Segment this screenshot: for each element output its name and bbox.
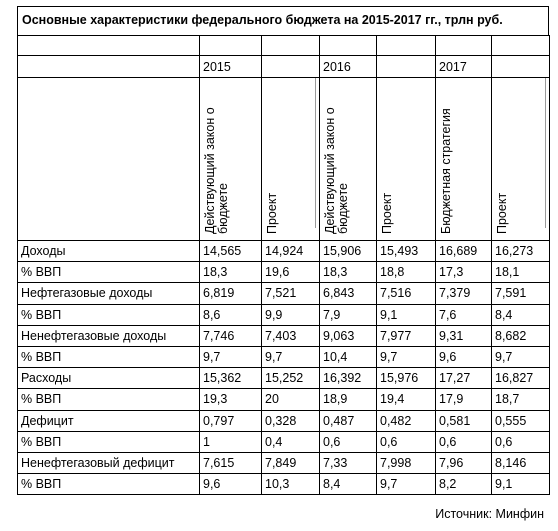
table-cell: 7,6 — [436, 304, 492, 325]
table-cell: 16,689 — [436, 241, 492, 262]
table-cell: 0,6 — [377, 431, 436, 452]
table-row — [18, 283, 550, 304]
table-cell: 7,96 — [436, 452, 492, 473]
row-label: Нефтегазовые доходы — [18, 283, 200, 304]
table-row — [18, 325, 550, 346]
table-cell: 17,27 — [436, 368, 492, 389]
blank-cell — [18, 36, 200, 56]
column-header — [436, 78, 492, 241]
row-label: % ВВП — [18, 431, 200, 452]
blank-cell — [492, 36, 550, 56]
year-spacer-cell — [492, 56, 550, 78]
table-cell: 19,4 — [377, 389, 436, 410]
blank-row — [18, 36, 550, 56]
table-cell: 7,403 — [262, 325, 320, 346]
table-row — [18, 346, 550, 367]
table-cell: 0,487 — [320, 410, 377, 431]
table-cell: 0,555 — [492, 410, 550, 431]
year-cell-2016: 2016 — [320, 56, 377, 78]
table-cell: 8,6 — [200, 304, 262, 325]
table-cell: 7,998 — [377, 452, 436, 473]
table-cell: 8,4 — [492, 304, 550, 325]
table-cell: 7,521 — [262, 283, 320, 304]
table-cell: 9,7 — [377, 474, 436, 495]
table-row — [18, 304, 550, 325]
table-cell: 9,7 — [200, 346, 262, 367]
table-cell: 9,1 — [492, 474, 550, 495]
table-cell: 14,565 — [200, 241, 262, 262]
table-cell: 0,6 — [436, 431, 492, 452]
table-cell: 0,328 — [262, 410, 320, 431]
blank-cell — [436, 36, 492, 56]
year-spacer-cell — [262, 56, 320, 78]
table-cell: 7,516 — [377, 283, 436, 304]
row-label: Расходы — [18, 368, 200, 389]
table-cell: 7,9 — [320, 304, 377, 325]
table-cell: 10,4 — [320, 346, 377, 367]
row-label: Ненефтегазовые доходы — [18, 325, 200, 346]
table-cell: 15,252 — [262, 368, 320, 389]
table-cell: 7,591 — [492, 283, 550, 304]
table-cell: 9,7 — [377, 346, 436, 367]
table-cell: 18,9 — [320, 389, 377, 410]
table-cell: 8,146 — [492, 452, 550, 473]
column-header — [492, 78, 550, 241]
table-cell: 16,273 — [492, 241, 550, 262]
table-cell: 16,392 — [320, 368, 377, 389]
row-label: % ВВП — [18, 304, 200, 325]
column-header — [377, 78, 436, 241]
table-row — [18, 241, 550, 262]
column-header-row — [18, 78, 550, 241]
table-cell: 9,063 — [320, 325, 377, 346]
row-label: % ВВП — [18, 474, 200, 495]
row-label: % ВВП — [18, 389, 200, 410]
table-cell: 0,581 — [436, 410, 492, 431]
table-cell: 0,6 — [320, 431, 377, 452]
column-header — [262, 78, 320, 241]
column-header — [200, 78, 262, 241]
divider — [315, 78, 316, 228]
table-cell: 9,31 — [436, 325, 492, 346]
table-cell: 18,3 — [200, 262, 262, 283]
table-cell: 0,482 — [377, 410, 436, 431]
column-header — [320, 78, 377, 241]
column-header-text: Действующий закон о бюджете — [203, 107, 230, 234]
table-cell: 7,33 — [320, 452, 377, 473]
table-cell: 9,7 — [262, 346, 320, 367]
divider — [545, 78, 546, 228]
column-header-text: Проект — [265, 192, 279, 234]
blank-cell — [262, 36, 320, 56]
table-cell: 19,3 — [200, 389, 262, 410]
table-cell: 15,976 — [377, 368, 436, 389]
blank-cell — [200, 36, 262, 56]
table-cell: 9,7 — [492, 346, 550, 367]
table-cell: 10,3 — [262, 474, 320, 495]
table-cell: 20 — [262, 389, 320, 410]
table-cell: 19,6 — [262, 262, 320, 283]
table-cell: 9,6 — [200, 474, 262, 495]
table-cell: 8,4 — [320, 474, 377, 495]
table-cell: 0,6 — [492, 431, 550, 452]
budget-table — [17, 35, 550, 495]
year-label-cell — [18, 56, 200, 78]
table-cell: 6,819 — [200, 283, 262, 304]
table-cell: 18,3 — [320, 262, 377, 283]
table-cell: 1 — [200, 431, 262, 452]
table-cell: 7,849 — [262, 452, 320, 473]
row-label: Доходы — [18, 241, 200, 262]
year-row — [18, 56, 550, 78]
table-cell: 7,379 — [436, 283, 492, 304]
header-label-cell — [18, 78, 200, 241]
table-cell: 7,977 — [377, 325, 436, 346]
table-cell: 9,9 — [262, 304, 320, 325]
row-label: % ВВП — [18, 262, 200, 283]
table-cell: 7,615 — [200, 452, 262, 473]
table-cell: 8,2 — [436, 474, 492, 495]
table-row — [18, 262, 550, 283]
table-row — [18, 474, 550, 495]
table-cell: 8,682 — [492, 325, 550, 346]
table-row — [18, 431, 550, 452]
source-note: Источник: Минфин — [435, 507, 544, 521]
year-cell-2015: 2015 — [200, 56, 262, 78]
blank-cell — [377, 36, 436, 56]
column-header-text: Бюджетная стратегия — [439, 108, 453, 234]
blank-cell — [320, 36, 377, 56]
table-cell: 18,8 — [377, 262, 436, 283]
table-cell: 0,4 — [262, 431, 320, 452]
table-cell: 14,924 — [262, 241, 320, 262]
table-cell: 16,827 — [492, 368, 550, 389]
year-cell-2017: 2017 — [436, 56, 492, 78]
table-cell: 6,843 — [320, 283, 377, 304]
table-cell: 15,362 — [200, 368, 262, 389]
row-label: % ВВП — [18, 346, 200, 367]
table-cell: 18,7 — [492, 389, 550, 410]
row-label: Дефицит — [18, 410, 200, 431]
row-label: Ненефтегазовый дефицит — [18, 452, 200, 473]
table-row — [18, 389, 550, 410]
table-cell: 17,9 — [436, 389, 492, 410]
table-cell: 18,1 — [492, 262, 550, 283]
table-cell: 15,906 — [320, 241, 377, 262]
table-cell: 9,1 — [377, 304, 436, 325]
table-cell: 15,493 — [377, 241, 436, 262]
table-cell: 0,797 — [200, 410, 262, 431]
table-row — [18, 410, 550, 431]
column-header-text: Действующий закон о бюджете — [323, 107, 350, 234]
table-title: Основные характеристики федерального бюджета на 2015-2017 гг., трлн руб. — [17, 6, 549, 36]
year-spacer-cell — [377, 56, 436, 78]
column-header-text: Проект — [495, 192, 509, 234]
table-row — [18, 368, 550, 389]
column-header-text: Проект — [380, 192, 394, 234]
table-cell: 7,746 — [200, 325, 262, 346]
table-cell: 9,6 — [436, 346, 492, 367]
table-row — [18, 452, 550, 473]
table-cell: 17,3 — [436, 262, 492, 283]
